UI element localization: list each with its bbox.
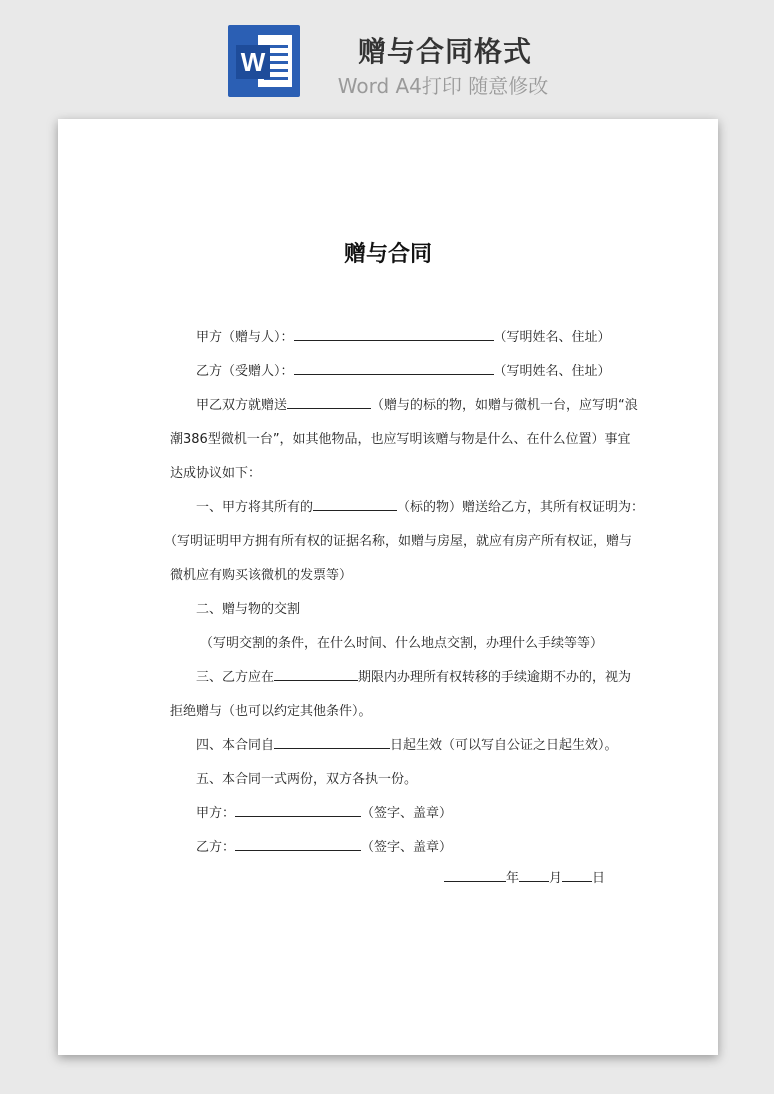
clause-2-note: （写明交割的条件，在什么时间、什么地点交割，办理什么手续等等） [200,636,604,651]
page-subtitle: Word A4打印 随意修改 [337,74,549,98]
sign-a-note: （签字、盖章） [361,806,453,821]
intro-text-2: （赠与的标的物，如赠与微机一台，应写明“浪 [371,398,638,413]
logo-letter: W [236,45,270,79]
party-a-label: 甲方（赠与人）： [196,330,294,345]
clause-1-line-3: 微机应有购买该微机的发票等） [170,568,353,583]
clause-3-text-b: 期限内办理所有权转移的手续逾期不办的，视为 [358,670,632,685]
clause-1-text-a: 一、甲方将其所有的 [196,500,314,515]
clause-3-line-1 [170,661,632,695]
intro-text-1: 甲乙双方就赠送 [196,398,288,413]
party-b-blank[interactable] [294,361,494,375]
clause-4-line [170,729,618,763]
clause-4-text-b: 日起生效（可以写自公证之日起生效）。 [390,738,618,753]
deadline-blank[interactable] [274,667,358,681]
clause-4-text-a: 四、本合同自 [196,738,275,753]
party-b-note: （写明姓名、住址） [493,364,611,379]
sign-b-line [170,831,610,865]
intro-line-2: 潮386型微机一台”，如其他物品，也应写明该赠与物是什么、在什么位置）事宜 [170,432,631,447]
party-a-blank[interactable] [294,327,494,341]
sign-b-note: （签字、盖章） [361,840,453,855]
clause-1-line-1 [170,491,645,525]
sign-a-label: 甲方： [196,806,236,821]
clause-3-line-2: 拒绝赠与（也可以约定其他条件）。 [170,704,372,719]
month-label: 月 [549,871,563,886]
party-a-note: （写明姓名、住址） [493,330,611,345]
month-blank[interactable] [519,868,549,882]
page-title: 赠与合同格式 [357,35,532,68]
clause-5-line: 五、本合同一式两份，双方各执一份。 [196,772,418,787]
intro-line-3: 达成协议如下： [170,466,262,481]
header [0,0,774,110]
document-title: 赠与合同 [343,242,432,267]
effective-date-blank[interactable] [274,735,390,749]
clause-3-text-a: 三、乙方应在 [196,670,275,685]
party-b-line [170,355,610,389]
clause-1-line-2: （写明证明甲方拥有所有权的证据名称，如赠与房屋，就应有房产所有权证，赠与 [164,534,633,549]
subject-blank[interactable] [313,497,397,511]
date-line [444,867,605,886]
sign-a-line [170,797,610,831]
sign-b-label: 乙方： [196,840,236,855]
year-label: 年 [506,871,520,886]
party-b-label: 乙方（受赠人）： [196,364,294,379]
year-blank[interactable] [444,868,506,882]
sign-a-blank[interactable] [235,803,361,817]
intro-line-1 [170,389,638,423]
day-label: 日 [592,871,606,886]
gift-item-blank[interactable] [287,395,371,409]
day-blank[interactable] [562,868,592,882]
clause-2-heading: 二、赠与物的交割 [196,602,301,617]
sign-b-blank[interactable] [235,837,361,851]
word-logo-icon [228,25,300,97]
clause-1-text-b: （标的物）赠送给乙方，其所有权证明为： [397,500,645,515]
document-page [58,119,718,1055]
document-body [164,321,645,865]
party-a-line [170,321,610,355]
